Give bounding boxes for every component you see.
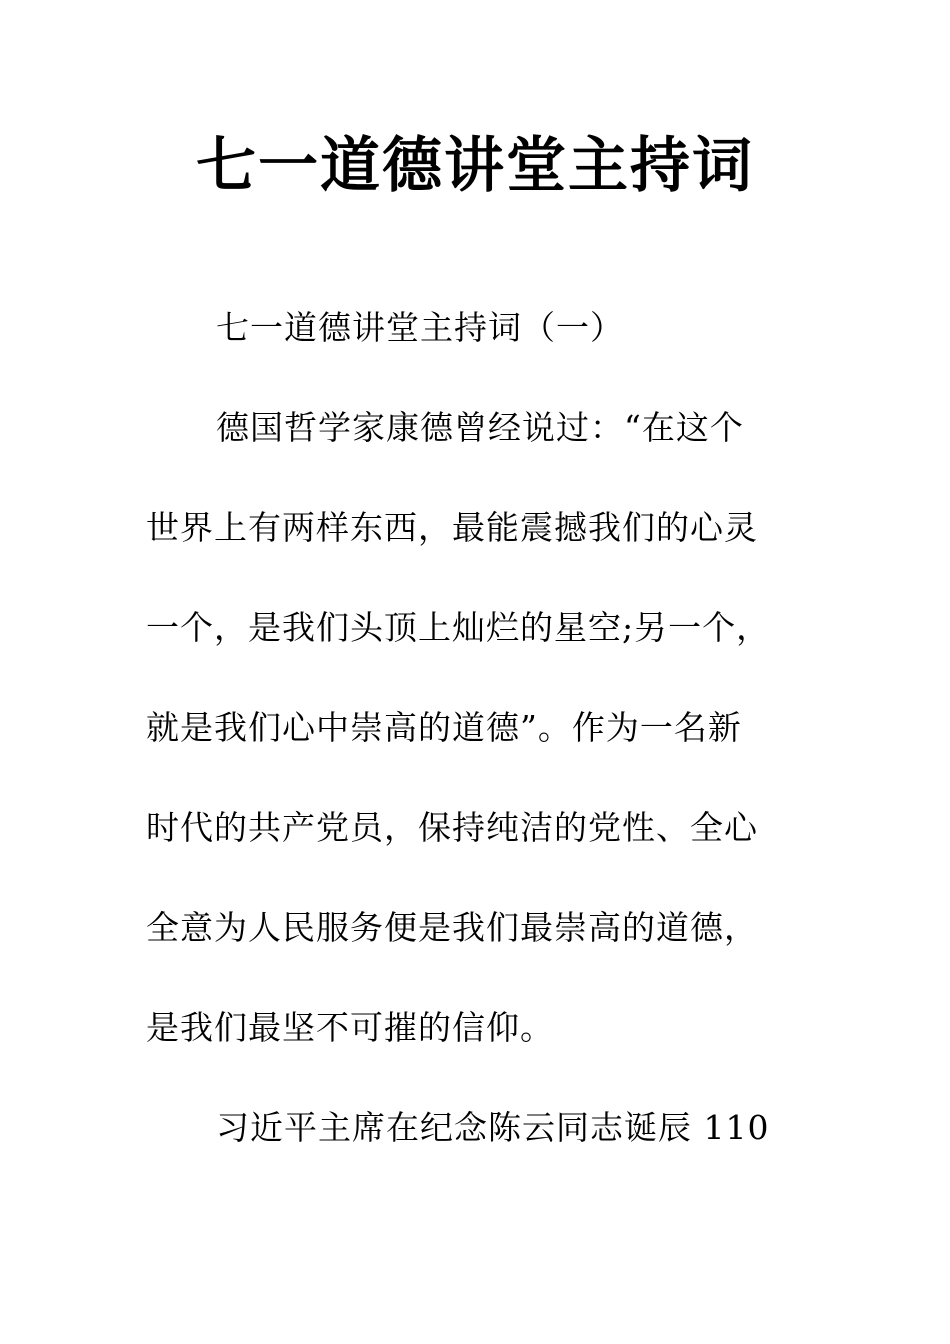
paragraph-line: 世界上有两样东西，最能震撼我们的心灵 <box>146 508 758 547</box>
paragraph-line: 时代的共产党员，保持纯洁的党性、全心 <box>146 808 758 847</box>
paragraph-line: 德国哲学家康德曾经说过：“在这个 <box>216 408 744 447</box>
document-title: 七一道德讲堂主持词 <box>196 131 754 201</box>
paragraph-line: 习近平主席在纪念陈云同志诞辰 110 <box>216 1108 770 1147</box>
paragraph-line: 一个，是我们头顶上灿烂的星空;另一个， <box>146 608 771 647</box>
paragraph-line: 就是我们心中崇高的道德”。作为一名新 <box>146 708 742 747</box>
section-heading: 七一道德讲堂主持词（一） <box>216 308 624 347</box>
paragraph-line: 是我们最坚不可摧的信仰。 <box>146 1008 554 1047</box>
paragraph-line: 全意为人民服务便是我们最崇高的道德， <box>146 908 758 947</box>
